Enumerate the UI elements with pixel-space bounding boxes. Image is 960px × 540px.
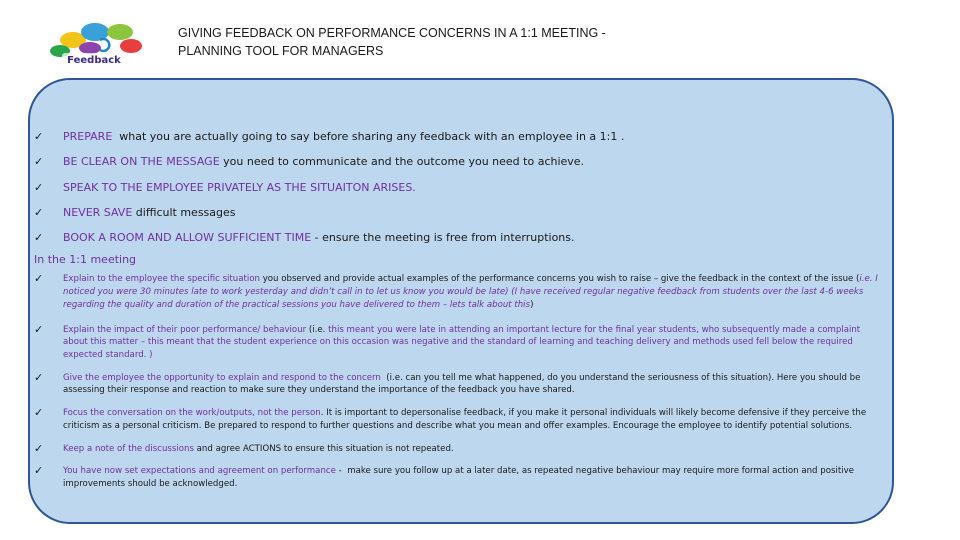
meeting-item [34,443,884,456]
prepare-item [34,149,884,174]
meeting-item-head: Explain the impact of their poor performance/ behaviour [63,324,307,335]
meeting-item-body: (i.e. [306,324,329,335]
speech-bubbles-icon [40,18,155,66]
prepare-item-rest: difficult messages [132,205,236,219]
prepare-item-head: PREPARE [63,130,113,143]
feedback-logo [40,18,155,66]
meeting-item-head: Give the employee the opportunity to explain and respond to the concern [63,372,381,383]
prepare-item-rest: what you are actually going to say before sharing any feedback with an employee in a 1:1 . [112,130,625,143]
meeting-item-example: this meant you were late in attending an important lecture for the final year students, who subsequently made a complaint about this matter – this meant that the student experience on this occasion was negative and the standard of learning and teaching delivery and methods used fell below the required expected standard. ) [63,324,861,360]
prepare-item-head: BOOK A ROOM AND ALLOW SUFFICIENT TIME [63,231,312,245]
checkmark-icon: ✓ [34,231,44,245]
prepare-item-rest: you need to communicate and the outcome you need to achieve. [219,155,585,169]
checkmark-icon: ✓ [34,130,44,143]
section-heading: In the 1:1 meeting [34,253,137,267]
prepare-item [34,175,884,200]
meeting-item [34,465,884,490]
prepare-item [34,225,884,250]
meeting-item-body: (i.e. can you tell me what happened, do you understand the seriousness of this situation). Here you should be assessing their response and reaction to make sure they understand the importance of the feedback you have shared. [63,372,864,396]
checkmark-icon: ✓ [34,155,44,169]
meeting-item-head: You have now set expectations and agreement on performance [63,466,336,477]
meeting-item-body: . It is important to depersonalise feedback, if you make it personal individuals will likely become defensive if they perceive the criticism as a personal criticism. Be prepared to respond to further questions and describe what you mean and offer examples. Encourage the employee to identify potential solutions. [63,408,867,431]
checkmark-icon: ✓ [34,370,44,384]
meeting-item-head: Explain to the employee the specific situation [63,274,260,285]
prepare-item-head: NEVER SAVE [63,205,133,219]
checkmark-icon: ✓ [34,441,44,455]
meeting-item-body: and agree ACTIONS to ensure this situation is not repeated. [193,443,454,454]
planning-content [34,124,884,491]
prepare-item-head: BE CLEAR ON THE MESSAGE [63,155,220,169]
checkmark-icon: ✓ [34,180,44,194]
logo-text: Feedback [67,55,121,66]
meeting-item-body: - make sure you follow up at a later date, as repeated negative behaviour may require more formal action and positive improvements should be acknowledged. [63,466,857,489]
meeting-item [34,407,884,432]
meeting-item-close: ) [530,299,534,310]
meeting-item [34,372,884,397]
prepare-item [34,200,884,225]
title-line-2: PLANNING TOOL FOR MANAGERS [178,44,384,58]
checkmark-icon: ✓ [34,272,44,286]
checkmark-icon: ✓ [34,322,44,336]
page-title [178,24,778,60]
checkmark-icon: ✓ [34,406,44,420]
checkmark-icon: ✓ [34,464,44,478]
prepare-item [34,124,884,149]
meeting-item-head: Focus the conversation on the work/outputs, not the person [63,408,321,419]
title-line-1: GIVING FEEDBACK ON PERFORMANCE CONCERNS IN A 1:1 MEETING - [178,26,606,40]
meeting-item [34,273,884,311]
checkmark-icon: ✓ [34,205,44,219]
prepare-item-rest: - ensure the meeting is free from interruptions. [311,231,575,245]
meeting-item-example: i.e. I noticed you were 30 minutes late to work yesterday and didn’t call in to let us know you would be late) (I have received regular negative feedback from students over the last 4-6 weeks regarding the quality and duration of the practical sessions you have delivered to them – lets talk about this [63,274,878,310]
meeting-item-head: Keep a note of the discussions [63,443,194,454]
meeting-item-body: you observed and provide actual examples of the performance concerns you wish to raise – give the feedback in the context of the issue ( [259,274,860,285]
meeting-item [34,324,884,362]
prepare-item-head: SPEAK TO THE EMPLOYEE PRIVATELY AS THE SITUAITON ARISES. [63,180,416,194]
